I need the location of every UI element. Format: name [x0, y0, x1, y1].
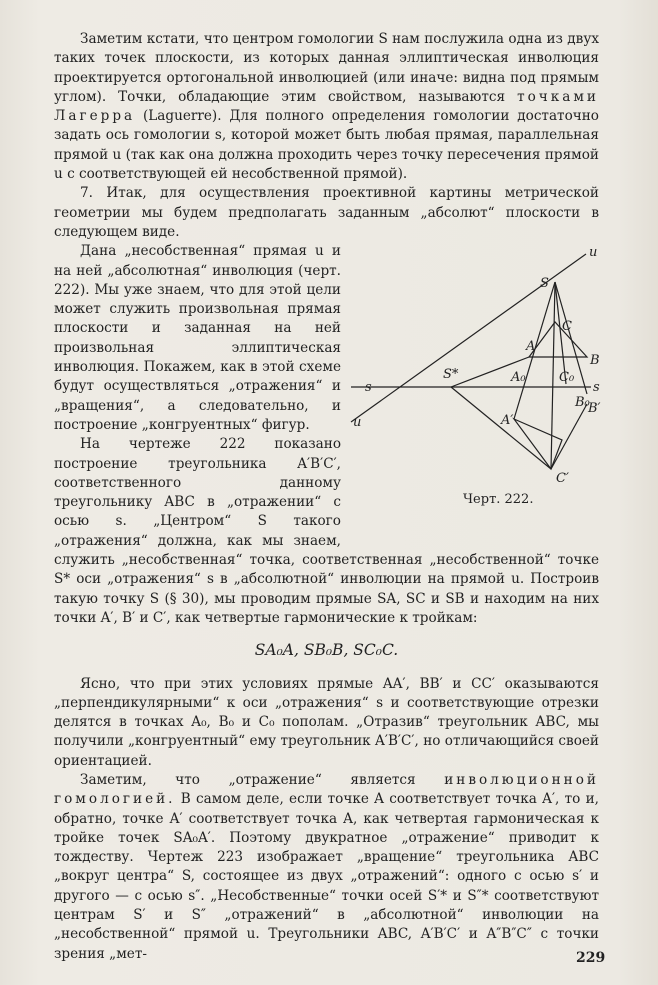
- page-number: 229: [576, 950, 606, 966]
- label-a-prime: A′: [501, 413, 514, 429]
- label-c0: C₀: [559, 370, 575, 386]
- label-s-star: S*: [443, 367, 459, 383]
- label-u-top: u: [589, 245, 598, 261]
- label-c: C: [562, 319, 572, 335]
- paragraph-6-head: Заметим, что „отражение“ является: [80, 771, 416, 788]
- label-s-center: S: [540, 276, 549, 292]
- line-c-prime-b-prime: [551, 404, 587, 469]
- line-s-c-prime: [551, 282, 555, 469]
- paragraph-3: Дана „несобственная“ прямая u и на ней „абсолютная“ инволюция (черт. 222). Мы уже знаем, что для этой цели может служить произвольная прямая плоскости и заданная на ней произвольная эллиптическая инволюция. Покажем, как в этой схеме будут осуществляться „отражения“ и „вращения“, а следовательно, и построение „конгруентных“ фигур.: [54, 243, 341, 433]
- label-a: A: [526, 339, 536, 355]
- paragraph-5: Ясно, что при этих условиях прямые AA′, BB′ и CC′ оказываются „перпендикулярными“ к оси „отражения“ s и соответствующие отрезки делятся в точках A₀, B₀ и C₀ пополам. „Отразив“ треугольник ABC, мы получили „конгруентный“ ему треугольник A′B′C′, но отличающийся своей ориентацией.: [54, 675, 599, 769]
- body-text: [54, 30, 599, 964]
- paragraph-6-tail: В самом деле, если точке A соответствует точка A′, то и, обратно, точке A′ соответствует точка A, как четвертая гармоническая к тройке точек SA₀A′. Поэтому двукратное „отражение“ приводит к тождеству. Чертеж 223 изображает „вращение“ треугольника ABC „вокруг центра“ S, состоящее из двух „отражений“: одного с осью s′ и другого — с осью s″. „Несобственные“ точки осей S′* и S″* соответствуют центрам S′ и S″ „отражений“ в „абсолютной“ инволюции на „несобственной“ прямой u. Треугольники ABC, A′B′C′ и A″B″C″ с точки зрения „мет-: [54, 791, 599, 962]
- label-s-left: s: [365, 380, 372, 396]
- label-a0: A₀: [511, 370, 526, 386]
- involution-homology-term: инволюционной гомологией.: [54, 771, 599, 808]
- paragraph-4: На чертеже 222 показано построение треугольника A′B′C′, соответственного данному треугольнику ABC в „отражении“ с осью s. „Центром“ S такого „отражения“ должна, как мы знаем, служить „несобственная“ точка, соответственная „несобственной“ точке S* оси „отражения“ s в „абсолютной“ инволюции на прямой u. Построив такую точку S (§ 30), мы проводим прямые SA, SC и SB и находим на них точки A′, B′ и C′, как четвертые гармонические к тройкам:: [54, 436, 599, 626]
- paragraph-2: 7. Итак, для осуществления проективной картины метрической геометрии мы будем предполагать заданным „абсолют“ плоскости в следующем виде.: [54, 185, 599, 240]
- line-u: [351, 254, 586, 422]
- paragraph-1: [54, 30, 599, 184]
- paragraph-1-tail: (Laguerre). Для полного определения гомологии достаточно задать ось гомологии s, которой может быть любая прямая, параллельная прямой u (так как она должна проходить через точку пересечения прямой u с соответствующей ей несобственной прямой).: [54, 108, 599, 183]
- paragraph-6: [54, 771, 599, 964]
- label-s-right: s: [593, 380, 600, 396]
- label-b: B: [590, 353, 600, 369]
- label-b-prime: B′: [588, 401, 601, 417]
- figure-caption: Черт. 222.: [463, 492, 534, 508]
- label-u-left: u: [353, 415, 362, 431]
- label-b0: B₀: [575, 395, 590, 411]
- laguerre-points-term: точками Лагерра: [54, 88, 599, 125]
- figure-222-drawing: [351, 244, 601, 487]
- paragraph-1-text: Заметим кстати, что центром гомологии S нам послужила одна из двух таких точек плоскости, из которых данная эллиптическая инволюция проектируется ортогональной инволюцией (или иначе: видна под прямым углом). Точки, обладающие этим свойством, называются: [54, 31, 599, 105]
- label-c-prime: C′: [556, 471, 569, 487]
- harmonic-formula: SA₀A, SB₀B, SC₀C.: [254, 641, 399, 660]
- figure-222: [351, 244, 599, 534]
